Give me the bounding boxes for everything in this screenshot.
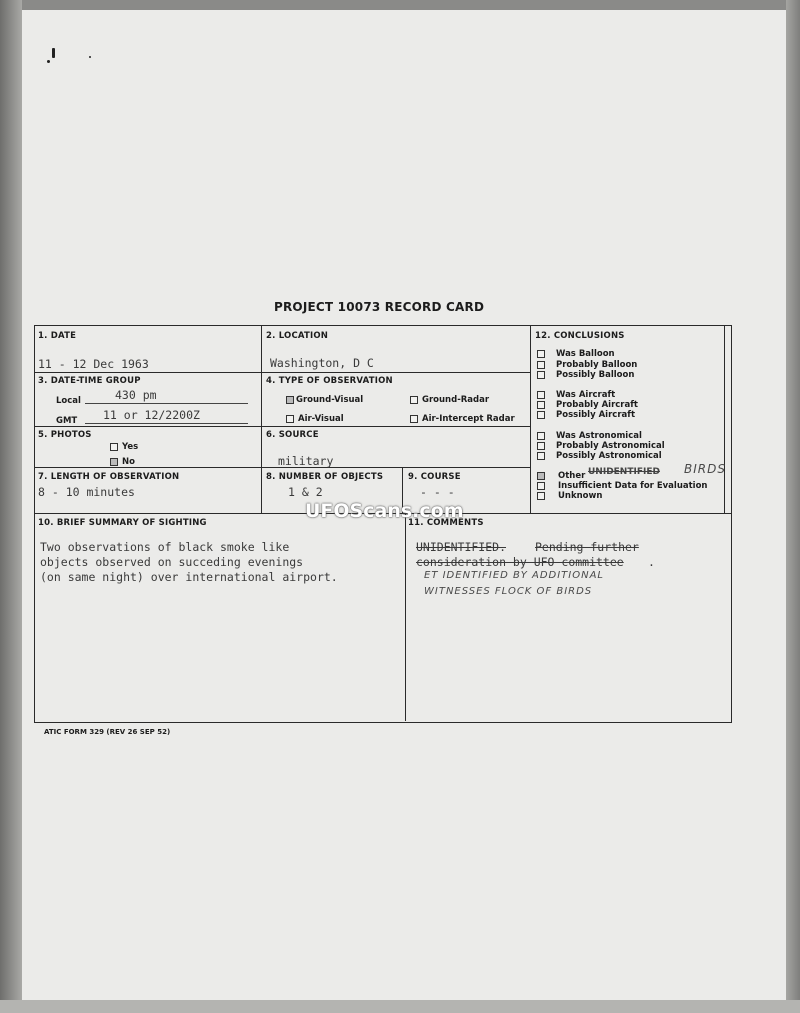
conclusion-option: Possibly Balloon bbox=[556, 370, 635, 380]
photos-no-checkbox[interactable] bbox=[110, 458, 118, 466]
source-label: 6. SOURCE bbox=[266, 430, 319, 440]
course-label: 9. COURSE bbox=[408, 472, 461, 482]
scan-edge-left bbox=[0, 0, 22, 1013]
conclusion-checkbox[interactable] bbox=[537, 411, 545, 419]
photos-yes-label: Yes bbox=[122, 442, 139, 452]
course-value: - - - bbox=[420, 485, 455, 499]
unknown-checkbox[interactable] bbox=[537, 492, 545, 500]
form-id: ATIC FORM 329 (REV 26 SEP 52) bbox=[44, 728, 171, 736]
scan-speck bbox=[89, 56, 91, 58]
conclusion-option: Probably Balloon bbox=[556, 360, 638, 370]
conclusion-option: Was Balloon bbox=[556, 349, 615, 359]
dtg-gmt-label: GMT bbox=[56, 416, 78, 426]
conclusion-checkbox[interactable] bbox=[537, 401, 545, 409]
conclusion-option: Was Astronomical bbox=[556, 431, 642, 441]
source-value: military bbox=[278, 454, 334, 468]
scan-speck bbox=[47, 60, 50, 63]
scan-speck bbox=[52, 48, 55, 58]
summary-label: 10. BRIEF SUMMARY OF SIGHTING bbox=[38, 518, 207, 528]
air-visual-label: Air-Visual bbox=[298, 414, 344, 424]
comments-handwritten: ET IDENTIFIED BY ADDITIONAL bbox=[424, 570, 604, 581]
summary-line: Two observations of black smoke like bbox=[40, 540, 290, 554]
unknown-label: Unknown bbox=[558, 491, 603, 501]
photos-yes-checkbox[interactable] bbox=[110, 443, 118, 451]
comments-handwritten: WITNESSES FLOCK OF BIRDS bbox=[424, 586, 593, 597]
dtg-gmt-value: 11 or 12/2200Z bbox=[103, 408, 200, 422]
divider bbox=[35, 372, 530, 373]
comments-struck-text: Pending further bbox=[535, 540, 639, 554]
divider bbox=[35, 426, 530, 427]
other-checkbox[interactable] bbox=[537, 472, 545, 480]
conclusion-option: Probably Astronomical bbox=[556, 441, 665, 451]
comments-struck-text: UNIDENTIFIED. bbox=[416, 540, 507, 554]
length-label: 7. LENGTH OF OBSERVATION bbox=[38, 472, 180, 482]
conclusion-checkbox[interactable] bbox=[537, 452, 545, 460]
other-label: Other bbox=[558, 471, 586, 481]
other-handwritten: BIRDS bbox=[684, 462, 726, 476]
divider bbox=[261, 326, 262, 513]
dtg-local-label: Local bbox=[56, 396, 81, 406]
summary-line: (on same night) over international airport. bbox=[40, 570, 338, 584]
photos-no-label: No bbox=[122, 457, 135, 467]
summary-line: objects observed on succeding evenings bbox=[40, 555, 304, 569]
comments-label: 11. COMMENTS bbox=[408, 518, 484, 528]
length-value: 8 - 10 minutes bbox=[38, 485, 135, 499]
location-value: Washington, D C bbox=[270, 356, 374, 370]
air-intercept-radar-checkbox[interactable] bbox=[410, 415, 418, 423]
divider bbox=[405, 513, 406, 721]
dtg-local-line bbox=[85, 403, 248, 404]
divider bbox=[530, 326, 531, 514]
location-label: 2. LOCATION bbox=[266, 331, 329, 341]
insufficient-label: Insufficient Data for Evaluation bbox=[558, 481, 708, 491]
scan-edge-right bbox=[786, 0, 800, 1013]
comments-struck-text: consideration by UFO committee bbox=[416, 555, 624, 569]
dtg-label: 3. DATE-TIME GROUP bbox=[38, 376, 141, 386]
air-visual-checkbox[interactable] bbox=[286, 415, 294, 423]
divider bbox=[724, 326, 725, 514]
conclusion-option: Possibly Astronomical bbox=[556, 451, 662, 461]
conclusions-label: 12. CONCLUSIONS bbox=[535, 331, 625, 341]
conclusion-option: Probably Aircraft bbox=[556, 400, 638, 410]
conclusion-checkbox[interactable] bbox=[537, 350, 545, 358]
conclusion-checkbox[interactable] bbox=[537, 361, 545, 369]
insufficient-checkbox[interactable] bbox=[537, 482, 545, 490]
other-struck-text: UNIDENTIFIED bbox=[588, 467, 660, 477]
objects-value: 1 & 2 bbox=[288, 485, 323, 499]
air-intercept-radar-label: Air-Intercept Radar bbox=[422, 414, 515, 424]
dtg-local-value: 430 pm bbox=[115, 388, 157, 402]
conclusion-checkbox[interactable] bbox=[537, 371, 545, 379]
objects-label: 8. NUMBER OF OBJECTS bbox=[266, 472, 384, 482]
conclusion-option: Possibly Aircraft bbox=[556, 410, 636, 420]
photos-label: 5. PHOTOS bbox=[38, 430, 92, 440]
date-label: 1. DATE bbox=[38, 331, 77, 341]
observation-type-label: 4. TYPE OF OBSERVATION bbox=[266, 376, 393, 386]
conclusion-checkbox[interactable] bbox=[537, 432, 545, 440]
conclusion-checkbox[interactable] bbox=[537, 391, 545, 399]
conclusion-option: Was Aircraft bbox=[556, 390, 616, 400]
dtg-gmt-line bbox=[85, 423, 248, 424]
ground-radar-checkbox[interactable] bbox=[410, 396, 418, 404]
card-title: PROJECT 10073 RECORD CARD bbox=[274, 300, 485, 314]
scan-edge-bottom bbox=[0, 1000, 800, 1013]
comments-period: . bbox=[648, 555, 655, 569]
watermark: UFOScans.com bbox=[305, 500, 464, 522]
ground-radar-label: Ground-Radar bbox=[422, 395, 490, 405]
ground-visual-checkbox[interactable] bbox=[286, 396, 294, 404]
ground-visual-label: Ground-Visual bbox=[296, 395, 364, 405]
conclusion-checkbox[interactable] bbox=[537, 442, 545, 450]
date-value: 11 - 12 Dec 1963 bbox=[38, 357, 149, 371]
